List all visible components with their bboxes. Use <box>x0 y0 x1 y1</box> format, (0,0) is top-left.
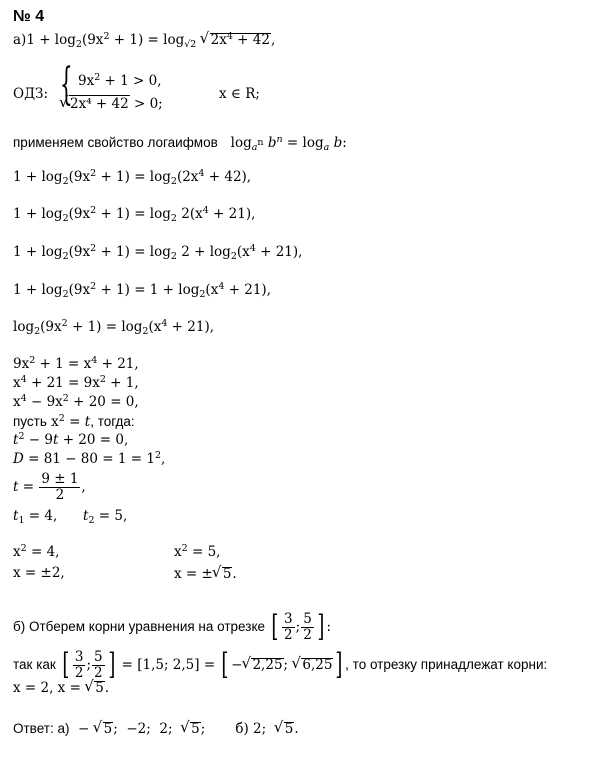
odz-condition-1: $9x^2 + 1 > 0$, <box>78 72 162 89</box>
case-right-1: $x^2 = 5$, <box>174 543 221 560</box>
property-line: применяем свойство логаифмов $\log_{a^n} b^n = \log_a b$: <box>13 134 347 153</box>
part-b-line: б) Отберем корни уравнения на отрезке [ $\frac{3}{2}$ ; $\frac{5}{2}$ ] : <box>13 609 332 645</box>
t-roots: $t_1 = 4$, $t_2 = 5$, <box>13 508 128 526</box>
t-formula: t = $\frac{9 \pm 1}{2}$ , <box>13 471 86 503</box>
odz-label: ОДЗ: <box>13 86 49 102</box>
quadratic: $t^2 - 9t + 20 = 0$, <box>13 431 129 448</box>
answer-line: Ответ: а) − √ 5; −2; 2; √ 5; б) 2; √ 5. <box>13 722 299 737</box>
interval-fraction: [ $\frac{3}{2}$ ; $\frac{5}{2}$ ] <box>271 609 325 645</box>
case-left-1: $x^2 = 4$, <box>13 543 60 560</box>
step-2: $1 + \log_2(9x^2 + 1) = \log_2 2(x^4 + 21)$, <box>13 205 256 224</box>
part-b-label: б) Отберем корни уравнения на отрезке <box>13 618 266 634</box>
t-fraction: $\frac{9 \pm 1}{2}$ <box>41 471 79 503</box>
part-a-label: а) <box>13 32 27 48</box>
odz-condition-2: √ 2x⁴ + 42 > 0; <box>60 95 163 112</box>
equation-a: $а)1 + \log_2(9x^2 + 1) = \log_{√2}$ √ $2x^4 + 42$, <box>13 33 275 48</box>
algebra-1: $9x^2 + 1 = x^4 + 21$, <box>13 355 139 372</box>
algebra-2: $x^4 + 21 = 9x^2 + 1$, <box>13 374 139 391</box>
step-3: $1 + \log_2(9x^2 + 1) = \log_2 2 + \log_2(x^4 + 21)$, <box>13 243 303 262</box>
substitution: пусть $x^2 = t$, тогда: <box>13 413 135 430</box>
odz-domain: x ∈ R; <box>219 86 260 102</box>
algebra-3: $x^4 - 9x^2 + 20 = 0$, <box>13 393 139 410</box>
step-4: $1 + \log_2(9x^2 + 1) = 1 + \log_2(x^4 + 21)$, <box>13 281 271 300</box>
system-brace: { <box>60 59 73 110</box>
problem-number: № 4 <box>13 8 45 25</box>
case-right-2: x = ±√ 5. <box>174 567 237 582</box>
answer-label: Ответ: а) <box>13 721 70 736</box>
case-left-2: x = ±2, <box>13 565 65 581</box>
since-line: так как [ $\frac{3}{2}$ ; $\frac{5}{2}$ ] = [1,5; 2,5] = [ − √ 2,25 ; √ 6,25 ] , то отрезку принадлежат корни: <box>13 650 547 681</box>
step-5: $\log_2(9x^2 + 1) = \log_2(x^4 + 21)$, <box>13 318 215 337</box>
selected-roots: x = 2, x = √ 5. <box>13 681 109 696</box>
discriminant: $D = 81 - 80 = 1 = 1^2$, <box>13 450 166 467</box>
property-text: применяем свойство логаифмов <box>13 135 218 150</box>
step-1: $1 + \log_2(9x^2 + 1) = \log_2(2x^4 + 42)$, <box>13 168 252 187</box>
